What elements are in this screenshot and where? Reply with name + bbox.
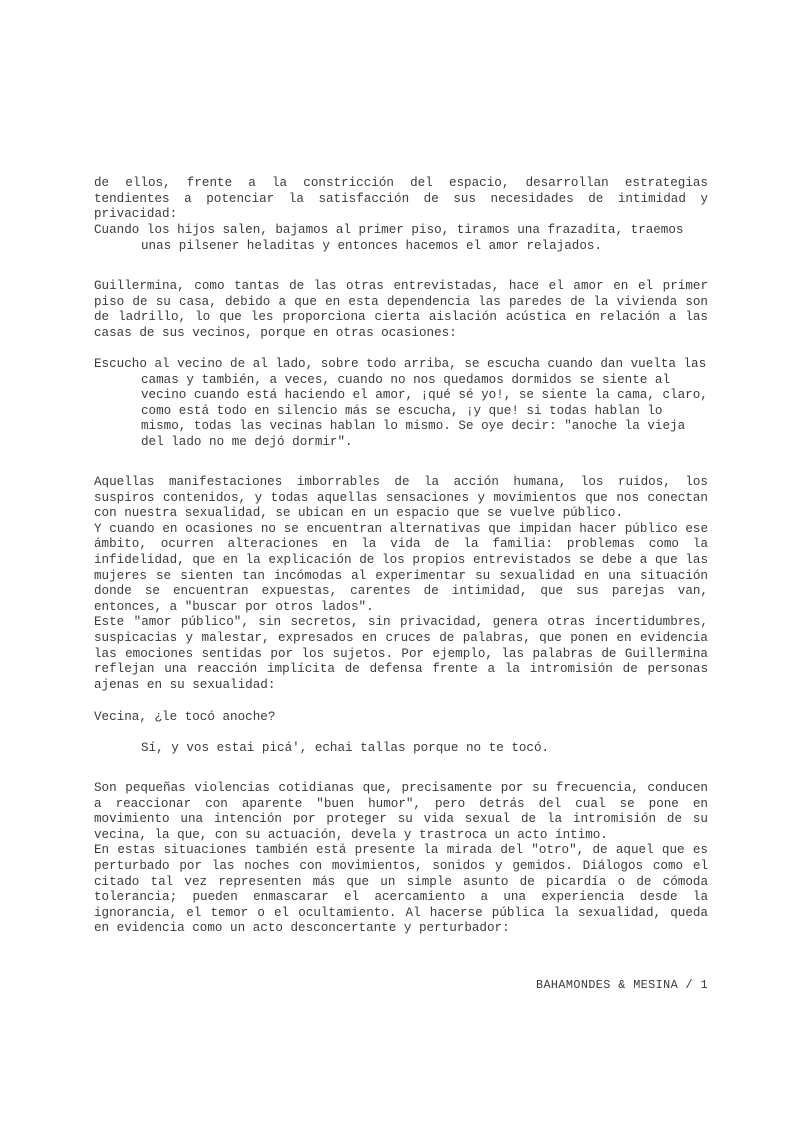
- body-paragraph: de ellos, frente a la constricción del espacio, desarrollan estrategias tendientes a potenciar la satisfacción de sus necesidades de intimidad y privacidad:: [94, 176, 708, 222]
- body-paragraph: Guillermina, como tantas de las otras entrevistadas, hace el amor en el primer piso de su casa, debido a que en esta dependencia las paredes de la vivienda son de ladrillo, lo que les proporciona cierta aislación acústica en relación a las casas de sus vecinos, porque en otras ocasiones:: [94, 279, 708, 340]
- quote-paragraph: Cuando los hijos salen, bajamos al primer piso, tiramos una frazadita, traemos unas pilsener heladitas y entonces hacemos el amor relajados.: [94, 223, 684, 253]
- paragraph-group: [94, 475, 708, 693]
- body-paragraph: Este "amor público", sin secretos, sin privacidad, genera otras incertidumbres, suspicacias y malestar, expresados en cruces de palabras, que ponen en evidencia las emociones sentidas por los sujetos. Por ejemplo, las palabras de Guillermina reflejan una reacción implícita de defensa frente a la intromisión de personas ajenas en su sexualidad:: [94, 615, 708, 692]
- dialogue-line: [94, 741, 708, 757]
- quote-block: [94, 357, 708, 451]
- dialogue-answer: Sí, y vos estai picá', echai tallas porque no te tocó.: [141, 741, 550, 755]
- body-paragraph: Son pequeñas violencias cotidianas que, precisamente por su frecuencia, conducen a reaccionar con aparente "buen humor", pero detrás del cual se pone en movimiento una intención por proteger su vida sexual de la intromisión de su vecina, la que, con su actuación, devela y trastroca un acto íntimo.: [94, 781, 708, 842]
- quote-paragraph: Escucho al vecino de al lado, sobre todo arriba, se escucha cuando dan vuelta las camas y también, a veces, cuando no nos quedamos dormidos se siente al vecino cuando está haciendo el amor, ¡qué sé yo!, se siente la cama, claro, como está todo en silencio más se escucha, ¡y que! si todas hablan lo mismo, todas las vecinas hablan lo mismo. Se oye decir: "anoche la vieja del lado no me dejó dormir".: [94, 357, 708, 449]
- body-paragraph: Y cuando en ocasiones no se encuentran alternativas que impidan hacer público ese ámbito, ocurren alteraciones en la vida de la familia: problemas como la infidelidad, que en la explicación de los propios entrevistados se debe a que las mujeres se sienten tan incómodas al experimentar su sexualidad en una situación donde se encuentran expuestas, carentes de intimidad, que sus parejas van, entonces, a "buscar por otros lados".: [94, 521, 708, 614]
- paragraph-intro: [94, 176, 708, 223]
- dialogue-question: Vecina, ¿le tocó anoche?: [94, 710, 276, 724]
- paragraph-guillermina: [94, 279, 708, 341]
- quote-block: [94, 223, 708, 254]
- running-footer: BAHAMONDES & MESINA / 1: [535, 978, 708, 992]
- paragraph-group: [94, 781, 708, 937]
- body-paragraph: Aquellas manifestaciones imborrables de la acción humana, los ruidos, los suspiros contenidos, y todas aquellas sensaciones y movimientos que nos conectan con nuestra sexualidad, se ubican en un espacio que se vuelve público.: [94, 475, 708, 521]
- dialogue-line: [94, 710, 708, 726]
- body-paragraph: En estas situaciones también está presente la mirada del "otro", de aquel que es perturbado por las noches con movimientos, sonidos y gemidos. Diálogos como el citado tal vez representen más que un simple asunto de picardía o de cómoda tolerancia; pueden enmascarar el acercamiento a una experiencia desde la ignorancia, el temor o el ocultamiento. Al hacerse pública la sexualidad, queda en evidencia como un acto desconcertante y perturbador:: [94, 843, 708, 936]
